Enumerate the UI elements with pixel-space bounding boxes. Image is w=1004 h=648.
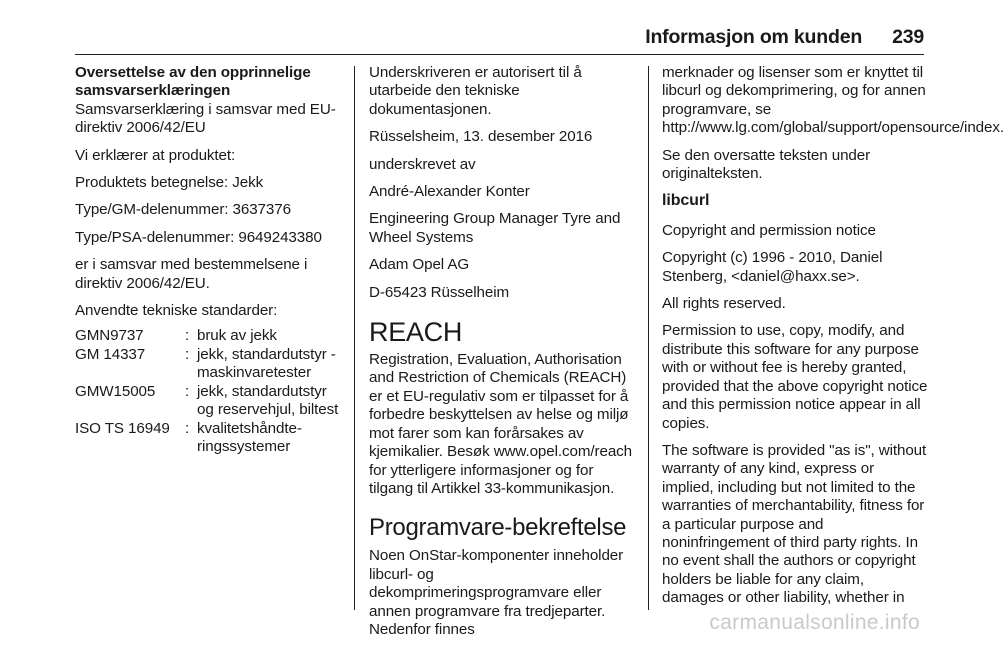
standard-description: bruk av jekk [197, 327, 277, 345]
standards-table [75, 327, 343, 456]
table-row [75, 420, 343, 457]
standard-code: GMN9737 [75, 327, 144, 345]
watermark: carmanualsonline.info [709, 611, 920, 634]
col3-paragraph: Copyright and permission notice [662, 221, 876, 239]
column-2 [369, 64, 637, 648]
table-row [75, 327, 343, 345]
col2-paragraph: underskrevet av [369, 155, 476, 173]
table-row [75, 346, 343, 383]
col3-paragraph: Permission to use, copy, modify, and distribute this software for any purpose with or without fee is hereby granted, provided that the above copyright notice and this permission notice appear in all copies. [662, 322, 928, 432]
page-number: 239 [892, 26, 924, 48]
table-row [75, 383, 343, 420]
col3-paragraph: merknader og lisenser som er knyttet til libcurl og dekomprimering, og for annen programvare, se http://www.lg.com/global/support/opensource/index. [662, 64, 1004, 137]
col2-paragraph: André-Alexander Konter [369, 183, 530, 201]
libcurl-heading: libcurl [662, 192, 710, 210]
col2-paragraph: Rüsselsheim, 13. desember 2016 [369, 128, 593, 146]
col2-paragraph: D-65423 Rüsselheim [369, 283, 510, 301]
reach-text: Registration, Evaluation, Authorisation and Restriction of Chemicals (REACH) er et EU-regulativ som er tilpasset for å forbedre beskyttelsen av helse og miljø mot farer som kan forårsakes av kjemikalier. Besøk www.opel.com/reach for ytterligere informasjoner og for tilgang til Artikkel 33-kommunikasjon. [369, 351, 633, 497]
col3-paragraph: All rights reserved. [662, 295, 786, 313]
col1-paragraph: Vi erklærer at produktet: [75, 146, 236, 164]
software-text: Noen OnStar-komponenter inneholder libcurl- og dekomprimeringsprogramvare eller annen programvare fra tredjeparter. Nedenfor finnes [369, 547, 624, 638]
column-divider [354, 66, 355, 610]
col1-paragraph: Produktets betegnelse: Jekk [75, 174, 264, 192]
declaration-heading: Oversettelse av den opprinnelige samsvarserklæringen [75, 64, 311, 100]
column-1 [75, 64, 343, 456]
reach-heading: REACH [369, 317, 463, 348]
col3-paragraph: The software is provided "as is", without warranty of any kind, express or implied, including but not limited to the warranties of merchantability, fitness for a particular purpose and noninfringement of third party rights. In no event shall the authors or copyright holders be liable for any claim, damages or other liability, whether in [662, 441, 927, 607]
standard-description: jekk, standardutstyr og reservehjul, biltest [197, 382, 339, 419]
standard-separator: : [185, 327, 190, 345]
col1-paragraph: er i samsvar med bestemmelsene i direktiv 2006/42/EU. [75, 256, 308, 292]
standard-description: kvalitetshåndteringssystemer [197, 419, 302, 455]
standard-code: GM 14337 [75, 345, 146, 363]
standard-separator: : [185, 382, 190, 400]
section-title: Informasjon om kunden [645, 26, 863, 48]
page-header [75, 26, 924, 52]
standard-code: ISO TS 16949 [75, 419, 170, 437]
standard-separator: : [185, 345, 190, 363]
software-heading: Programvare-bekreftelse [369, 514, 627, 542]
standard-description: jekk, standardutstyr - maskinvaretester [197, 345, 336, 382]
col2-paragraph: Adam Opel AG [369, 256, 470, 274]
column-3 [662, 64, 1004, 617]
standard-code: GMW15005 [75, 382, 156, 400]
col2-paragraph: Engineering Group Manager Tyre and Wheel Systems [369, 210, 621, 246]
col3-paragraph: Se den oversatte teksten under originalteksten. [662, 146, 871, 183]
col2-paragraph: Underskriveren er autorisert til å utarbeide den tekniske dokumentasjonen. [369, 64, 582, 118]
col3-paragraph: Copyright (c) 1996 - 2010, Daniel Stenberg, <daniel@haxx.se>. [662, 249, 883, 285]
col1-paragraph: Type/PSA-delenummer: 9649243380 [75, 228, 322, 246]
standard-separator: : [185, 419, 190, 437]
col1-paragraph: Anvendte tekniske standarder: [75, 302, 278, 320]
header-rule [75, 54, 924, 55]
col1-paragraph: Samsvarserklæring i samsvar med EU-direktiv 2006/42/EU [75, 100, 336, 137]
col1-paragraph: Type/GM-delenummer: 3637376 [75, 201, 291, 219]
column-divider [648, 66, 649, 610]
